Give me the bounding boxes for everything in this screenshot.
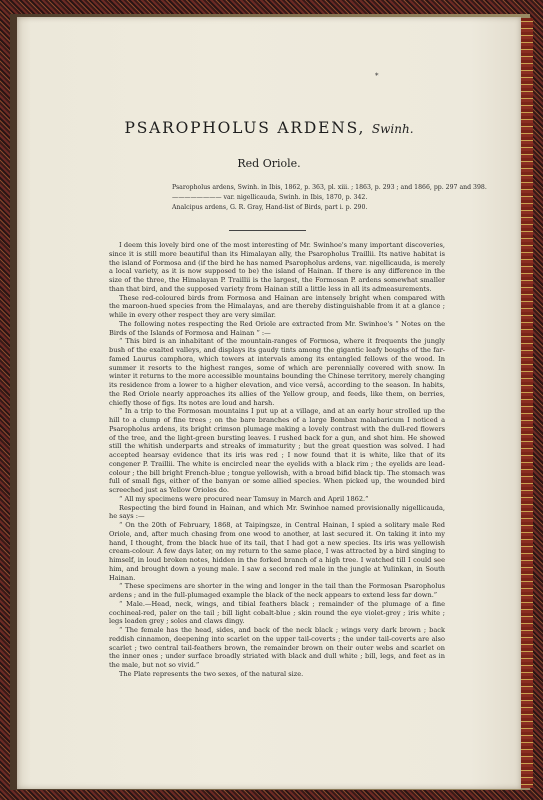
species-name: PSAROPHOLUS ARDENS, <box>124 119 366 137</box>
paragraph: I deem this lovely bird one of the most interesting of Mr. Swinhoe's many important discoveries, since it is still more beautiful than its Himalayan ally, the Psaropholus Traillii. Its native habitat is the island of Formosa and (if the bird he has named Psaropholus ardens, var. nigellicauda, is merely a local variety, as it is now supposed to be) the island of Hainan. If there is any difference in the size of the three, the Himalayan P. Traillii is the largest, the Formosan P. ardens somewhat smaller than that bird, and the supposed variety from Hainan still a little less in all its admeasurements. <box>109 241 445 293</box>
paragraph: “ In a trip to the Formosan mountains I put up at a village, and at an early hour strolled up the hill to a clump of fine trees ; on the bare branches of a large Bombax malabaricum I noticed a Psaropholus ardens, its bright crimson plumage making a lovely contrast with the dull-red flowers of the tree, and the light-green bursting leaves. I rushed back for a gun, and shot him. He showed still the whitish underparts and streaks of immaturity ; but the great question was solved. I had accepted hearsay evidence that its iris was red ; I now found that it is white, like that of its congener P. Traillii. The white is encircled near the eyelids with a black rim ; the eyelids are lead-colour ; the bill bright French-blue ; tongue yellowish, with a broad bifid black tip. The stomach was full of small figs, either of the banyan or some allied species. When picked up, the wounded bird screeched just as Yellow Orioles do. <box>109 407 445 494</box>
book-page <box>17 17 521 789</box>
body-text <box>109 241 445 679</box>
synonym-line: ———————— var. nigellicauda, Swinh. in Ibis, 1870, p. 342. <box>172 194 368 201</box>
paragraph: “ The female has the head, sides, and back of the neck black ; wings very dark brown ; back reddish cinnamon, deepening into scarlet on the upper tail-coverts ; the under tail-coverts are also scarlet ; two central tail-feathers brown, the remainder brown on their outer webs and scarlet on the inner ones ; under surface broadly striated with black and dull white ; bill, legs, and feet as in the male, but not so vivid.” <box>109 626 445 669</box>
synonym-line: Analcipus ardens, G. R. Gray, Hand-list of Birds, part i. p. 290. <box>172 204 368 211</box>
common-name: Red Oriole. <box>237 157 301 170</box>
page-mark: * <box>375 72 379 80</box>
paragraph: “ These specimens are shorter in the wing and longer in the tail than the Formosan Psaropholus ardens ; and in the full-plumaged example the black of the neck appears to extend less far down.” <box>109 582 445 599</box>
section-divider <box>229 230 306 231</box>
paragraph: The Plate represents the two sexes, of the natural size. <box>119 669 304 678</box>
species-author: Swinh. <box>371 122 414 136</box>
paragraph: These red-coloured birds from Formosa and Hainan are intensely bright when compared with the maroon-hued species from the Himalayas, and are thereby distinguishable from it at a glance ; while in every other respect they are very similar. <box>109 293 445 319</box>
paragraph: “ Male.—Head, neck, wings, and tibial feathers black ; remainder of the plumage of a fine cochineal-red, paler on the tail ; bill light cobalt-blue ; skin round the eye violet-grey ; iris white ; legs leaden grey ; soles and claws dingy. <box>109 599 445 626</box>
synonym-line: Psaropholus ardens, Swinh. in Ibis, 1862, p. 363, pl. xiii. ; 1863, p. 293 ; and 1866, pp. 297 and 398. <box>172 184 487 191</box>
paragraph: “ This bird is an inhabitant of the mountain-ranges of Formosa, where it frequents the jungly bush of the exalted valleys, and displays its gaudy tints among the gigantic leafy boughs of the far-famed Laurus camphora, which towers at intervals among its entangled fellows of the wood. In summer it resorts to the highest ranges, some of which are perennially covered with snow. In winter it returns to the more accessible mountains bounding the Chinese territory, merely changing its residence from a lower to a higher elevation, and vice versâ, according to the season. In habits, the Red Oriole nearly approaches its allies of the Yellow group, and feeds, like them, on berries, chiefly those of figs. Its notes are loud and harsh. <box>109 337 445 407</box>
paragraph: “ All my specimens were procured near Tamsuy in March and April 1862.” <box>119 494 369 503</box>
paragraph: The following notes respecting the Red Oriole are extracted from Mr. Swinhoe's “ Notes on the Birds of the Islands of Formosa and Hainan ” :— <box>109 319 445 337</box>
paragraph: Respecting the bird found in Hainan, and which Mr. Swinhoe named provisionally nigellicauda, he says :— <box>109 503 445 521</box>
page-fore-edge <box>521 18 533 788</box>
paragraph: “ On the 20th of February, 1868, at Taipingsze, in Central Hainan, I spied a solitary male Red Oriole, and, after much chasing from one wood to another, at last secured it. On taking it into my hand, I thought, from the black hue of its tail, that I had got a new species. Its iris was yellowish cream-colour. A few days later, on my return to the same place, I was attracted by a bird singing to himself, in loud broken notes, hidden in the forked branch of a high tree. I watched till I could see him, and brought down a young male. I saw a second red male in the jungle at Yulinkan, in South Hainan. <box>109 521 445 582</box>
species-title <box>17 119 521 137</box>
